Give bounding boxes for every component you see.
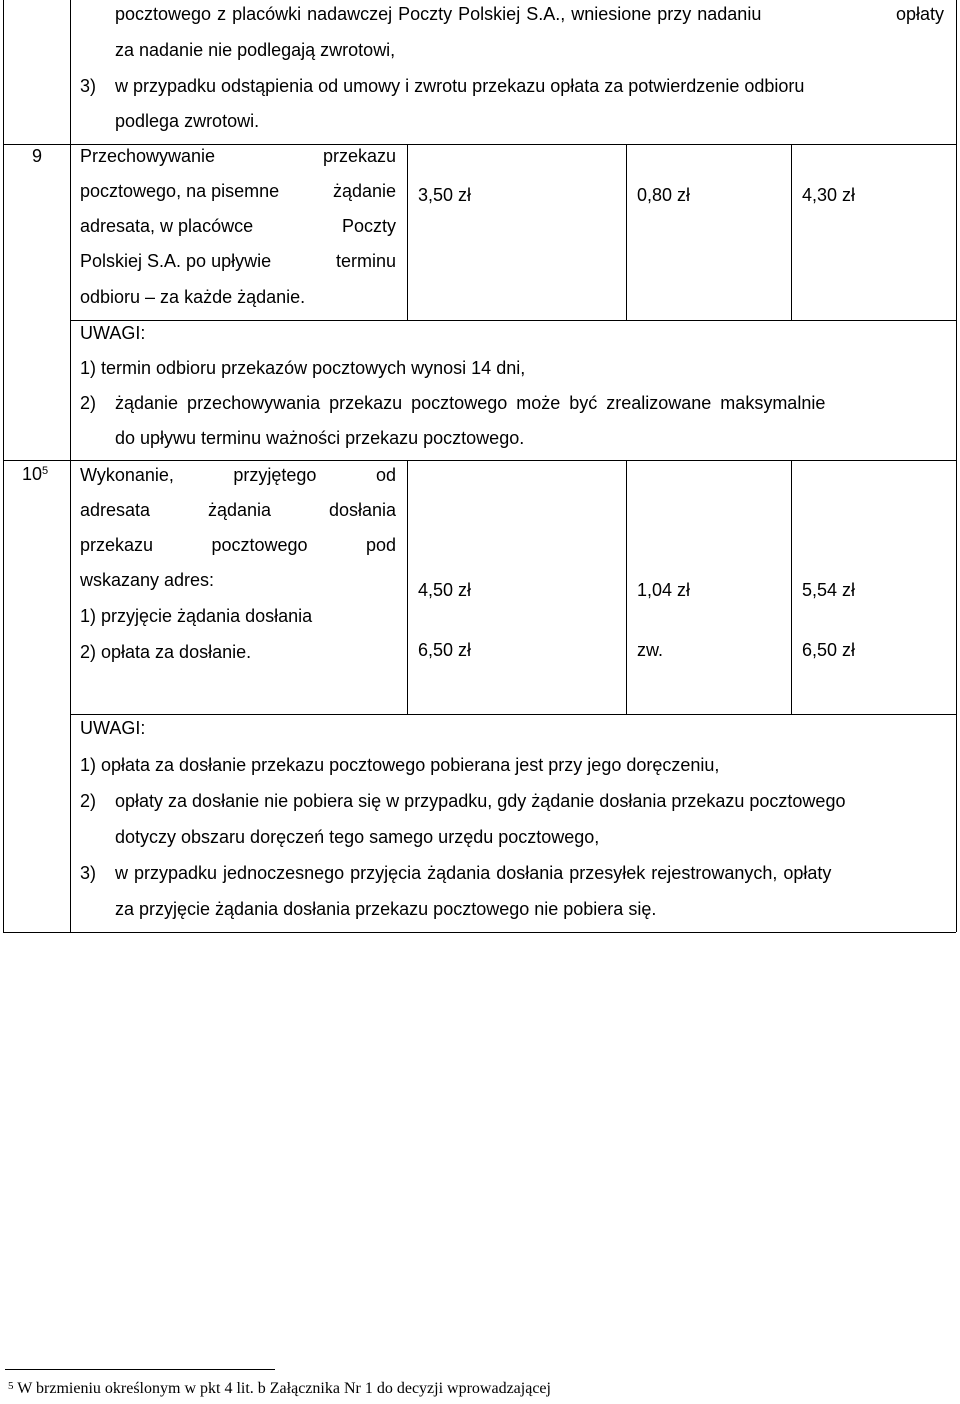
row-10-net-price-1: 4,50 zł: [418, 580, 472, 600]
row-10-desc-line: [80, 464, 396, 486]
word: adresata, w placówce: [80, 216, 254, 236]
column-divider-net-r9: [626, 144, 627, 320]
row-9-desc-line: [80, 215, 396, 237]
row-10-note-3-line-2: za przyjęcie żądania dosłania przekazu pocztowego nie pobiera się.: [115, 899, 657, 919]
footnote-text: W brzmieniu określonym w pkt 4 lit. b Załącznika Nr 1 do decyzji wprowadzającej: [17, 1380, 551, 1397]
row-10-gross-price-1: 5,54 zł: [802, 580, 856, 600]
table-border-left: [3, 0, 4, 932]
row-10-gross-price-2: 6,50 zł: [802, 640, 856, 660]
row-10-number-text: 10: [22, 464, 43, 484]
word: przyjętego: [233, 465, 317, 485]
row-10-desc-line: [80, 499, 396, 521]
word: dosłania: [328, 500, 396, 520]
word: Przechowywanie: [80, 146, 216, 166]
word: terminu: [335, 251, 396, 271]
row-9-desc-line: [80, 180, 396, 202]
word: pod: [365, 535, 396, 555]
continuation-line-2: za nadanie nie podlegają zwrotowi,: [115, 40, 396, 60]
column-divider-desc-r9: [407, 144, 408, 320]
row-9-gross-price: 4,30 zł: [802, 185, 856, 205]
word: od: [375, 465, 396, 485]
continuation-item-3-number: 3): [80, 76, 97, 96]
row-divider-10: [3, 460, 956, 461]
footnote-reference: 5: [42, 465, 49, 477]
footnote-separator: [5, 1369, 275, 1370]
row-9-note-2-number: 2): [80, 393, 97, 413]
row-9-notes-title: UWAGI:: [80, 323, 146, 343]
footnote: [8, 1378, 551, 1400]
continuation-line-1: [115, 3, 944, 25]
table-border-bottom: [3, 932, 956, 933]
row-10-item-1: 1) przyjęcie żądania dosłania: [80, 606, 313, 626]
row-10-desc-line: [80, 534, 396, 556]
row-10-note-2-line-1: opłaty za dosłanie nie pobiera się w przypadku, gdy żądanie dosłania przekazu pocztowego: [115, 791, 846, 811]
column-divider-desc-r10: [407, 460, 408, 714]
row-9-desc-line: [80, 145, 396, 167]
table-border-right: [956, 0, 957, 932]
row-divider-9-notes: [70, 320, 956, 321]
row-10-note-2-line-2: dotyczy obszaru doręczeń tego samego urzędu pocztowego,: [115, 827, 600, 847]
continuation-item-3-line-2: podlega zwrotowi.: [115, 111, 260, 131]
row-10-net-price-2: 6,50 zł: [418, 640, 472, 660]
column-divider-number: [70, 0, 71, 932]
column-divider-net-r10: [626, 460, 627, 714]
row-10-note-2-number: 2): [80, 791, 97, 811]
continuation-line-1-text: pocztowego z placówki nadawczej Poczty Polskiej S.A., wniesione przy nadaniu: [115, 4, 762, 24]
row-divider-10-notes: [70, 714, 956, 715]
row-10-vat-2: zw.: [637, 640, 664, 660]
column-divider-vat-r10: [791, 460, 792, 714]
word: pocztowego: [211, 535, 308, 555]
row-9-note-2-line-2: do upływu terminu ważności przekazu pocztowego.: [115, 428, 525, 448]
word: żądanie: [332, 181, 396, 201]
column-divider-vat-r9: [791, 144, 792, 320]
row-10-item-2: 2) opłata za dosłanie.: [80, 642, 252, 662]
row-10-note-3-line-1: w przypadku jednoczesnego przyjęcia żądania dosłania przesyłek rejestrowanych, opłaty: [115, 863, 832, 883]
footnote-mark: 5: [8, 1380, 14, 1392]
word: Wykonanie,: [80, 465, 174, 485]
row-10-note-1: 1) opłata za dosłanie przekazu pocztowego pobierana jest przy jego doręczeniu,: [80, 755, 720, 775]
row-9-note-1: 1) termin odbioru przekazów pocztowych wynosi 14 dni,: [80, 358, 526, 378]
row-10-desc-line: wskazany adres:: [80, 570, 215, 590]
row-10-notes-title: UWAGI:: [80, 718, 146, 738]
row-9-desc-line: [80, 250, 396, 272]
word: przekazu: [80, 535, 154, 555]
word: pocztowego, na pisemne: [80, 181, 280, 201]
word: przekazu: [322, 146, 396, 166]
row-9-note-2-line-1: żądanie przechowywania przekazu pocztowego może być zrealizowane maksymalnie: [115, 393, 826, 413]
word: Polskiej S.A. po upływie: [80, 251, 272, 271]
row-9-vat: 0,80 zł: [637, 185, 691, 205]
word: żądania: [207, 500, 272, 520]
row-9-net-price: 3,50 zł: [418, 185, 472, 205]
row-10-vat-1: 1,04 zł: [637, 580, 691, 600]
row-10-number: [22, 463, 48, 485]
continuation-item-3-line-1: w przypadku odstąpienia od umowy i zwrotu przekazu opłata za potwierdzenie odbioru: [115, 76, 805, 96]
row-9-desc-line: odbioru – za każde żądanie.: [80, 287, 306, 307]
row-10-note-3-number: 3): [80, 863, 97, 883]
word: adresata: [80, 500, 151, 520]
continuation-line-1-end: opłaty: [895, 4, 944, 24]
row-9-number: 9: [32, 146, 43, 166]
word: Poczty: [341, 216, 396, 236]
